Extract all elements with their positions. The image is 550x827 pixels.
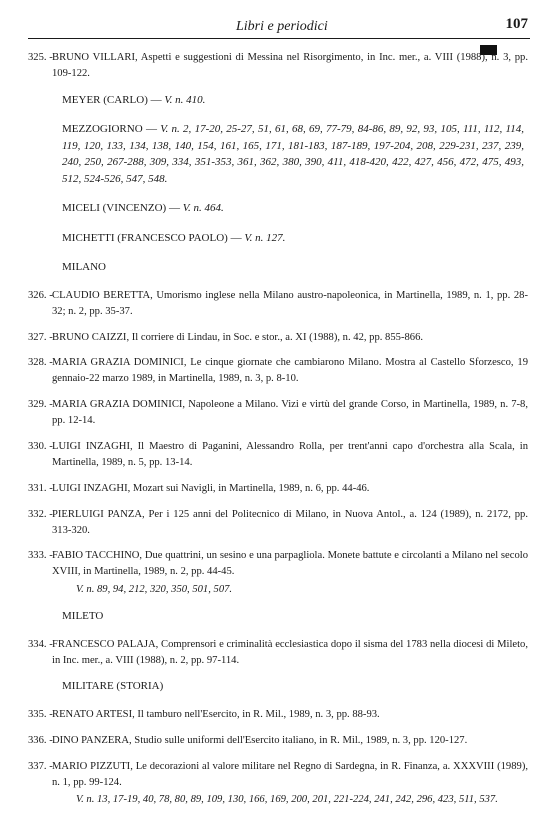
entry-number: 325. -: [28, 52, 53, 63]
cross-reference: MEZZOGIORNO — V. n. 2, 17-20, 25-27, 51, 61, 68, 69, 77-79, 84-86, 89, 92, 93, 105, 111, 112, 114, 119, 120, 133, 134, 138, 140, 154, 161, 165, 171, 181-183, 187-189, 197-204, 208, 229-231, 237, 239, 240, 250, 267-288, 309, 334, 351-353, 361, 362, 380, 390, 411, 418-420, 422, 427, 456, 472, 475, 493, 512, 524-526, 547, 548.: [62, 123, 524, 185]
entry-number: 326. -: [28, 289, 53, 301]
page-number: 107: [505, 16, 528, 32]
bibliography-entry: [28, 50, 528, 82]
cross-reference: MEYER (CARLO) — V. n. 410.: [62, 93, 206, 106]
ref-name: MEZZOGIORNO: [62, 123, 143, 136]
section-cross-reference: V. n. 89, 94, 212, 320, 350, 501, 507.: [76, 584, 233, 596]
ref-targets: V. n. 410.: [164, 93, 206, 106]
ref-targets: V. n. 2, 17-20, 25-27, 51, 61, 68, 69, 77-79, 84-86, 89, 92, 93, 105, 111, 112, 114, 119, 120, 133, 134, 138, 140, 154, 161, 165, 171, 181-183, 187-189, 197-204, 208, 229-231, 237, 239, 240, 250, 267-288, 309, 334, 351-353, 361, 362, 380, 390, 411, 418-420, 422, 427, 456, 472, 475, 493, 512, 524-526, 547, 548.: [62, 123, 524, 185]
bibliography-entry: [28, 759, 528, 809]
entry-text: RENATO ARTESI, Il tamburo nell'Esercito, in R. Mil., 1989, n. 3, pp. 88-93.: [52, 708, 380, 720]
entry-text: MARIA GRAZIA DOMINICI, Napoleone a Milano. Vizi e virtù del grande Corso, in Martinella, 1989, n. 7-8, pp. 12-14.: [52, 399, 528, 427]
section-cross-reference: V. n. 13, 17-19, 40, 78, 80, 89, 109, 130, 166, 169, 200, 201, 221-224, 241, 242, 296, 423, 511, 537.: [76, 794, 498, 806]
bibliography-entry: [28, 439, 528, 471]
section-heading: MILANO: [62, 261, 106, 274]
entry-text: BRUNO VILLARI, Aspetti e suggestioni di Messina nel Risorgimento, in Inc. mer., a. VIII (1988), n. 3, pp. 109-122.: [52, 52, 528, 79]
entry-number: 328. -: [28, 357, 53, 369]
entry-number: 333. -: [28, 550, 53, 562]
ref-targets: V. n. 127.: [244, 231, 286, 244]
cross-reference: MICHETTI (FRANCESCO PAOLO) — V. n. 127.: [62, 231, 286, 244]
section-heading: MILETO: [62, 610, 104, 623]
bibliography-entry: [28, 330, 528, 346]
entry-number: 336. -: [28, 734, 53, 746]
entry-text: LUIGI INZAGHI, Il Maestro di Paganini, Alessandro Rolla, per trent'anni capo d'orchestra alla Scala, in Martinella, 1989, n. 5, pp. 13-14.: [52, 441, 528, 468]
entry-text: MARIA GRAZIA DOMINICI, Le cinque giornate che cambiarono Milano. Mostra al Castello Sforzesco, 19 gennaio-22 marzo 1989, in Martinella, 1989, n. 3, p. 8-10.: [52, 357, 528, 385]
entry-number: 335. -: [28, 708, 53, 720]
entry-text: BRUNO CAIZZI, Il corriere di Lindau, in Soc. e stor., a. XI (1988), n. 42, pp. 855-866.: [52, 331, 424, 343]
entry-text: PIERLUIGI PANZA, Per i 125 anni del Politecnico di Milano, in Nuova Antol., a. 124 (1989), n. 2172, pp. 313-320.: [52, 508, 528, 536]
section-heading: MILITARE (STORIA): [62, 680, 164, 693]
cross-reference: MICELI (VINCENZO) — V. n. 464.: [62, 202, 224, 215]
entry-number: 329. -: [28, 399, 53, 411]
entry-text: DINO PANZERA, Studio sulle uniformi dell'Esercito italiano, in R. Mil., 1989, n. 3, pp. 120-127.: [52, 734, 468, 746]
ref-name: MICHETTI (FRANCESCO PAOLO): [62, 231, 228, 244]
entry-number: 332. -: [28, 508, 53, 520]
bibliography-entry: [28, 548, 528, 598]
entry-number: 327. -: [28, 331, 53, 343]
ref-targets: V. n. 464.: [182, 202, 224, 215]
entry-number: 330. -: [28, 441, 53, 453]
bibliography-entry: [28, 637, 528, 669]
bibliography-entry: [28, 707, 528, 723]
bibliography-entry: [28, 397, 528, 429]
ref-name: MEYER (CARLO): [62, 93, 148, 106]
entry-number: 337. -: [28, 760, 53, 772]
bibliography-entry: [28, 481, 528, 497]
entry-text: CLAUDIO BERETTA, Umorismo inglese nella Milano austro-napoleonica, in Martinella, 1989, n. 1, pp. 28-32; n. 2, pp. 35-37.: [52, 289, 528, 317]
bibliography-entry: [28, 507, 528, 539]
bibliography-entry: [28, 733, 528, 749]
bibliography-entry: [28, 288, 528, 320]
running-title: Libri e periodici: [236, 19, 328, 34]
entry-number: 334. -: [28, 638, 53, 650]
page-header: [28, 12, 530, 39]
bibliography-entry: [28, 355, 528, 387]
entry-number: 331. -: [28, 482, 53, 494]
entry-text: FABIO TACCHINO, Due quattrini, un sesino e una parpagliola. Monete battute e circolanti a Milano nel secolo XVIII, in Martinella, 1989, n. 2, pp. 44-45.: [52, 550, 528, 578]
bibliography-body: [28, 50, 528, 818]
entry-text: MARIO PIZZUTI, Le decorazioni al valore militare nel Regno di Sardegna, in R. Finanza, a. XXXVIII (1989), n. 1, pp. 99-124.: [52, 760, 528, 788]
ref-name: MICELI (VINCENZO): [62, 202, 167, 215]
entry-text: FRANCESCO PALAJA, Comprensori e criminalità ecclesiastica dopo il sisma del 1783 nella diocesi di Mileto, in Inc. mer., a. VIII (1988), n. 2, pp. 97-114.: [52, 638, 528, 666]
entry-text: LUIGI INZAGHI, Mozart sui Navigli, in Martinella, 1989, n. 6, pp. 44-46.: [52, 482, 370, 494]
